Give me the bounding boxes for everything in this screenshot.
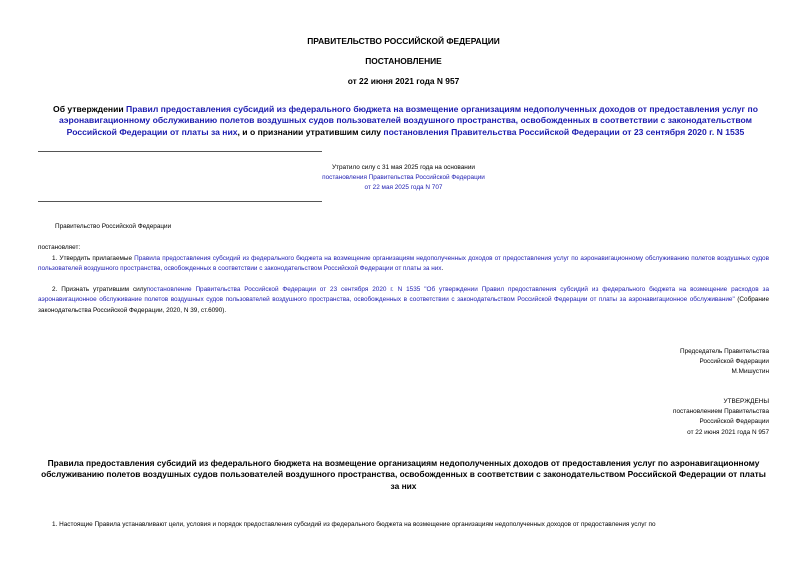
approved-label: УТВЕРЖДЕНЫ bbox=[723, 398, 769, 405]
signature-name: М.Мишустин bbox=[731, 368, 769, 376]
issuer: Правительство Российской Федерации bbox=[55, 223, 172, 230]
approved-date: от 22 июня 2021 года N 957 bbox=[687, 428, 769, 436]
paragraph-1 bbox=[38, 254, 769, 275]
document-title bbox=[38, 104, 773, 138]
divider-top bbox=[38, 151, 322, 152]
p2-prefix: 2. Признать утратившим силу bbox=[52, 286, 147, 293]
divider-bottom bbox=[38, 201, 322, 202]
rules-title: Правила предоставления субсидий из федерального бюджета на возмещение организациям недополученных доходов от предоставления услуг по аэронавигационному обслуживанию полетов воздушных судов пользователей воздушного пространства, освобожденных в соответствии с законодательством Российской Федерации от платы за них bbox=[41, 458, 766, 491]
p2-repealed-decree-link[interactable]: постановление Правительства Российской Федерации от 23 сентября 2020 г. N 1535 "Об утверждении Правил предоставления субсидий из федерального бюджета на возмещение расходов за аэронавигационное обслуживание полетов воздушных судов пользователей воздушного пространства, освобожденных в соответствии с законодательством Российской Федерации от платы за аэронавигационное обслуживание" bbox=[38, 286, 769, 304]
signature-block bbox=[560, 347, 769, 378]
status-decree-link[interactable]: постановления Правительства Российской Федерации bbox=[322, 174, 485, 182]
status-notice bbox=[300, 163, 507, 194]
status-decree-date-link[interactable]: от 22 мая 2025 года N 707 bbox=[364, 184, 443, 192]
document-type: ПОСТАНОВЛЕНИЕ bbox=[365, 56, 442, 66]
title-prefix: Об утверждении bbox=[53, 104, 127, 114]
status-line: Утратило силу с 31 мая 2025 года на основании bbox=[332, 164, 475, 171]
approved-by: постановлением Правительства bbox=[673, 408, 769, 416]
title-repealed-decree-link[interactable]: постановления Правительства Российской Федерации от 23 сентября 2020 г. N 1535 bbox=[383, 126, 745, 137]
p1-rules-link[interactable]: Правила предоставления субсидий из федерального бюджета на возмещение организациям недополученных доходов от предоставления услуг по аэронавигационному обслуживанию полетов воздушных судов пользователей воздушного пространства, освобожденных в соответствии с законодательством Российской Федерации от платы за них bbox=[38, 255, 769, 273]
paragraph-2 bbox=[38, 285, 769, 316]
decides-label: постановляет: bbox=[38, 244, 81, 251]
document-date-number: от 22 июня 2021 года N 957 bbox=[347, 76, 460, 86]
p2-suffix: (Собрание законодательства Российской Федерации, 2020, N 39, ст.6090). bbox=[38, 296, 769, 314]
approved-block bbox=[560, 397, 769, 438]
signature-position: Председатель Правительства bbox=[680, 348, 769, 355]
rules-p1-text: 1. Настоящие Правила устанавливают цели, условия и порядок предоставления субсидий из федерального бюджета на возмещение организациям недополученных доходов от предоставления услуг по bbox=[52, 521, 656, 528]
p1-prefix: 1. Утвердить прилагаемые bbox=[52, 255, 135, 262]
title-middle: , и о признании утратившим силу bbox=[237, 126, 384, 137]
title-rules-link[interactable]: Правил предоставления субсидий из федерального бюджета на возмещение организациям недополученных доходов от предоставления услуг по аэронавигационному обслуживанию полетов воздушных судов пользователей воздушного пространства, освобожденных в соответствии с законодательством Российской Федерации от платы за них bbox=[58, 104, 758, 137]
p1-suffix: . bbox=[441, 265, 444, 273]
approved-country: Российской Федерации bbox=[699, 418, 769, 426]
government-heading: ПРАВИТЕЛЬСТВО РОССИЙСКОЙ ФЕДЕРАЦИИ bbox=[307, 36, 500, 46]
rules-paragraph-1 bbox=[38, 520, 769, 530]
signature-country: Российской Федерации bbox=[699, 358, 769, 366]
